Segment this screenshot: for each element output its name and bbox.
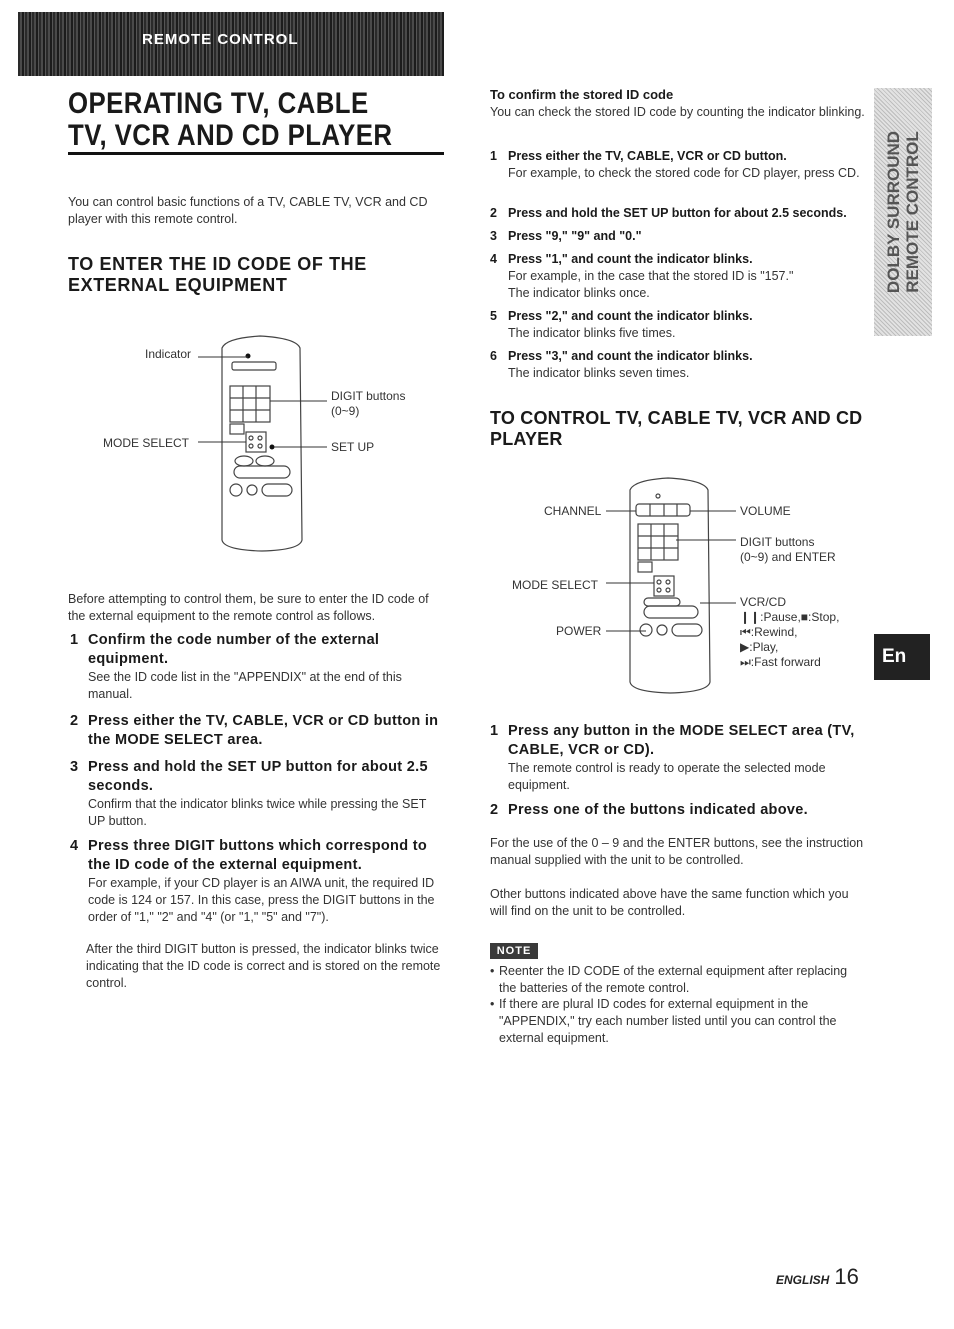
side-tab-text — [884, 131, 922, 293]
note-bullet-2: • If there are plural ID codes for external equipment in the "APPENDIX," try each number listed until you can control the external equipment. — [490, 996, 866, 1047]
fig2-mode-select-label: MODE SELECT — [512, 578, 599, 592]
step-number: 6 — [490, 349, 497, 363]
fig2-pause-stop-label: ❙❙:Pause,■:Stop, — [740, 610, 840, 624]
confirm-heading: To confirm the stored ID code — [490, 87, 674, 102]
before-text: Before attempting to control them, be sure to enter the ID code of the external equipment to the remote control as follows. — [68, 592, 429, 623]
control-step-2 — [490, 801, 868, 820]
step-heading: Press and hold the SET UP button for about 2.5 seconds. — [88, 759, 428, 794]
step-body: Confirm that the indicator blinks twice while pressing the SET UP button. — [88, 797, 427, 828]
step-heading: Press either the TV, CABLE, VCR or CD button. — [508, 149, 787, 163]
side-tab-dolby-remote — [874, 88, 932, 336]
note-badge: NOTE — [490, 943, 538, 959]
section-banner-text: REMOTE CONTROL — [142, 31, 299, 48]
step-number: 1 — [490, 723, 499, 739]
fig2-power-label: POWER — [556, 624, 602, 638]
step-heading: Press "9," "9" and "0." — [508, 229, 642, 243]
page-title: OPERATING TV, CABLE TV, VCR AND CD PLAYER — [68, 87, 393, 152]
fig1-digit-label: DIGIT buttons — [331, 389, 406, 403]
section-heading-enter-id: TO ENTER THE ID CODE OF THE EXTERNAL EQUIPMENT — [68, 254, 367, 295]
side-tab-line-1: DOLBY SURROUND — [884, 130, 903, 294]
fig2-digit-range-label: (0~9) and ENTER — [740, 550, 836, 564]
control-para-2: Other buttons indicated above have the same function which you will find on the unit to be controlled. — [490, 887, 849, 918]
step-body: See the ID code list in the "APPENDIX" at the end of this manual. — [88, 670, 402, 701]
step-number: 1 — [490, 149, 497, 163]
fig1-setup-label: SET UP — [331, 440, 375, 454]
note-bullet-1: • Reenter the ID CODE of the external equipment after replacing the batteries of the remote control. — [490, 963, 866, 997]
note-bullet-text: Reenter the ID CODE of the external equipment after replacing the batteries of the remote control. — [499, 964, 848, 995]
fig1-digit-range-label: (0~9) — [331, 404, 360, 418]
step-heading: Press and hold the SET UP button for about 2.5 seconds. — [508, 206, 847, 220]
step-number: 2 — [70, 713, 79, 729]
fig2-vcrcd-label: VCR/CD — [740, 595, 787, 609]
fig2-volume-label: VOLUME — [740, 504, 791, 518]
fig1-indicator-label: Indicator — [145, 347, 192, 361]
fig1-mode-select-label: MODE SELECT — [103, 436, 190, 450]
language-tab-en: En — [874, 634, 930, 680]
fig2-rewind-label: ⏮:Rewind, — [740, 625, 798, 639]
step-heading: Press "3," and count the indicator blinks. — [508, 349, 753, 363]
step-body: For example, in the case that the stored ID is "157." The indicator blinks once. — [508, 269, 794, 300]
page-number: 16 — [834, 1264, 859, 1289]
page-footer — [776, 1264, 859, 1290]
step-number: 4 — [490, 252, 497, 266]
step-number: 3 — [70, 759, 79, 775]
step-body: The remote control is ready to operate the selected mode equipment. — [508, 761, 826, 792]
step-body: For example, to check the stored code for CD player, press CD. — [508, 166, 860, 180]
footer-language: ENGLISH — [776, 1273, 830, 1287]
section-heading-control: TO CONTROL TV, CABLE TV, VCR AND CD PLAYER — [490, 408, 863, 449]
step-heading: Press three DIGIT buttons which correspond to the ID code of the external equipment. — [88, 838, 427, 873]
step-heading: Press "2," and count the indicator blinks. — [508, 309, 753, 323]
step-body: The indicator blinks five times. — [508, 326, 676, 340]
step-heading: Press any button in the MODE SELECT area (TV, CABLE, VCR or CD). — [508, 723, 855, 758]
fig2-digit-label: DIGIT buttons — [740, 535, 815, 549]
step-heading: Press one of the buttons indicated above. — [508, 802, 808, 818]
control-step-1 — [490, 722, 868, 794]
step-number: 5 — [490, 309, 497, 323]
step-number: 4 — [70, 838, 79, 854]
fig2-ff-label: ⏭:Fast forward — [740, 655, 821, 669]
step-heading: Press "1," and count the indicator blinks. — [508, 252, 753, 266]
side-tab-line-2: REMOTE CONTROL — [903, 131, 922, 293]
step-heading: Press either the TV, CABLE, VCR or CD button in the MODE SELECT area. — [88, 713, 439, 748]
fig2-play-label: ▶:Play, — [740, 640, 779, 654]
note-bullet-text: If there are plural ID codes for external equipment in the "APPENDIX," try each number listed until you can control the external equipment. — [499, 997, 837, 1045]
step-number: 3 — [490, 229, 497, 243]
confirm-text: You can check the stored ID code by counting the indicator blinking. — [490, 105, 865, 119]
step-body: For example, if your CD player is an AIWA unit, the required ID code is 124 or 157. In this case, press the DIGIT buttons in the order of "1," "2" and "4" (or "1," "5" and "7"). — [88, 876, 435, 924]
step-body: The indicator blinks seven times. — [508, 366, 690, 380]
after-text: After the third DIGIT button is pressed, the indicator blinks twice indicating that the ID code is correct and is stored on the remote control. — [86, 942, 441, 990]
step-number: 2 — [490, 802, 499, 818]
control-para-1: For the use of the 0 – 9 and the ENTER buttons, see the instruction manual supplied with the unit to be controlled. — [490, 836, 864, 867]
step-number: 1 — [70, 632, 79, 648]
step-heading: Confirm the code number of the external equipment. — [88, 632, 380, 667]
step-number: 2 — [490, 206, 497, 220]
intro-text: You can control basic functions of a TV, CABLE TV, VCR and CD player with this remote control. — [68, 195, 428, 226]
fig2-channel-label: CHANNEL — [544, 504, 602, 518]
